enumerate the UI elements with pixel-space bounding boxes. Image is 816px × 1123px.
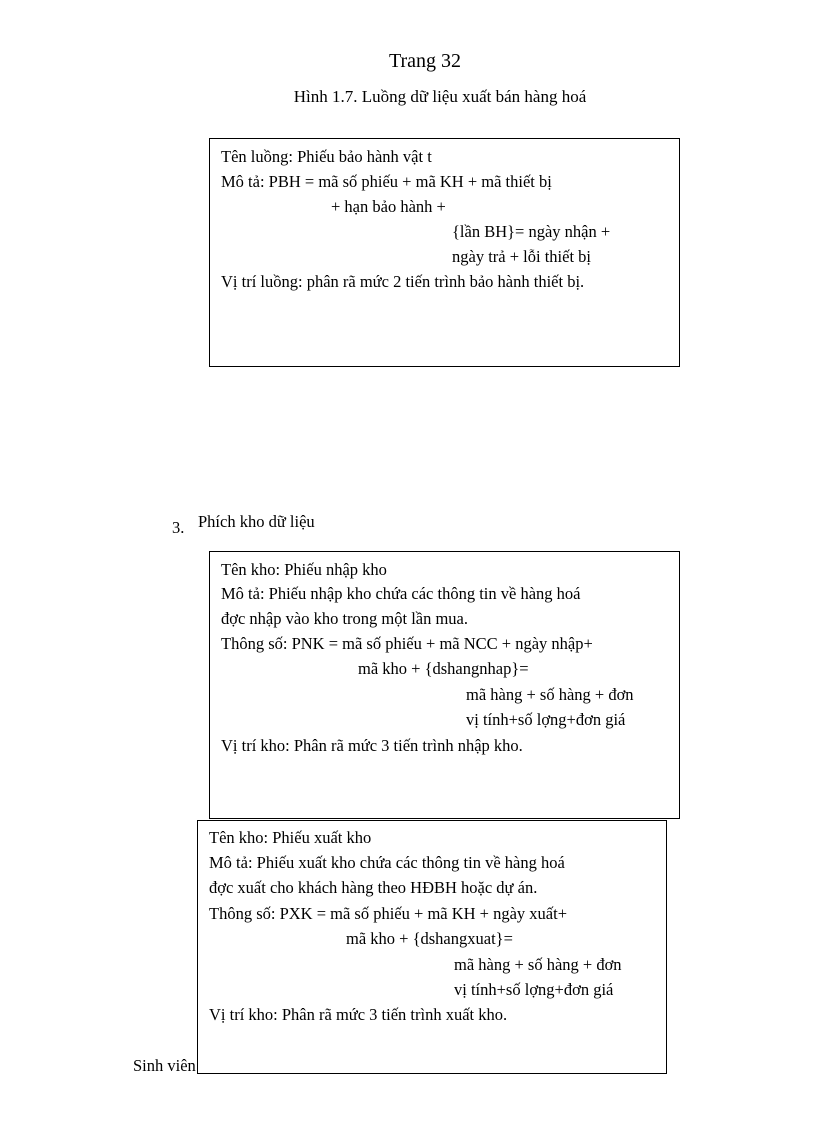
flow-desc-line-2: + hạn bảo hành + <box>331 197 446 216</box>
store1-param-line-1: Thông số: PNK = mã số phiếu + mã NCC + ngày nhập+ <box>221 634 593 653</box>
store2-position: Vị trí kho: Phân rã mức 3 tiến trình xuất kho. <box>209 1005 508 1024</box>
store1-param-line-4: vị tính+số lợng+đơn giá <box>466 710 626 729</box>
section-title: Phích kho dữ liệu <box>198 512 315 531</box>
store1-desc-line-2: đợc nhập vào kho trong một lần mua. <box>221 609 469 628</box>
store1-position: Vị trí kho: Phân rã mức 3 tiến trình nhập kho. <box>221 736 523 755</box>
store1-param-line-3: mã hàng + số hàng + đơn <box>466 685 634 704</box>
store2-desc-line-1: Mô tả: Phiếu xuất kho chứa các thông tin về hàng hoá <box>209 853 565 872</box>
store2-param-line-4: vị tính+số lợng+đơn giá <box>454 980 614 999</box>
store2-name: Tên kho: Phiếu xuất kho <box>209 828 372 847</box>
section-number: 3. <box>172 518 185 537</box>
store-box-export <box>197 820 667 1074</box>
store-box-import <box>209 551 680 819</box>
store2-param-line-3: mã hàng + số hàng + đơn <box>454 955 622 974</box>
flow-name: Tên luồng: Phiếu bảo hành vật t <box>221 147 432 166</box>
flow-desc-line-4: ngày trả + lỗi thiết bị <box>452 247 591 266</box>
page-number: Trang 32 <box>388 50 462 72</box>
figure-caption: Hình 1.7. Luồng dữ liệu xuất bán hàng hoá <box>293 87 587 106</box>
store1-name: Tên kho: Phiếu nhập kho <box>221 560 387 579</box>
flow-description-box <box>209 138 680 367</box>
store2-param-line-2: mã kho + {dshangxuat}= <box>346 929 513 948</box>
flow-desc-line-1: Mô tả: PBH = mã số phiếu + mã KH + mã thiết bị <box>221 172 552 191</box>
store1-param-line-2: mã kho + {dshangnhap}= <box>358 659 529 678</box>
footer-text: Sinh viên <box>133 1056 196 1075</box>
store2-param-line-1: Thông số: PXK = mã số phiếu + mã KH + ngày xuất+ <box>209 904 568 923</box>
store2-desc-line-2: đợc xuất cho khách hàng theo HĐBH hoặc dự án. <box>209 878 538 897</box>
store1-desc-line-1: Mô tả: Phiếu nhập kho chứa các thông tin về hàng hoá <box>221 584 581 603</box>
flow-desc-line-3: {lần BH}= ngày nhận + <box>452 222 611 241</box>
flow-position: Vị trí luồng: phân rã mức 2 tiến trình bảo hành thiết bị. <box>221 272 585 291</box>
